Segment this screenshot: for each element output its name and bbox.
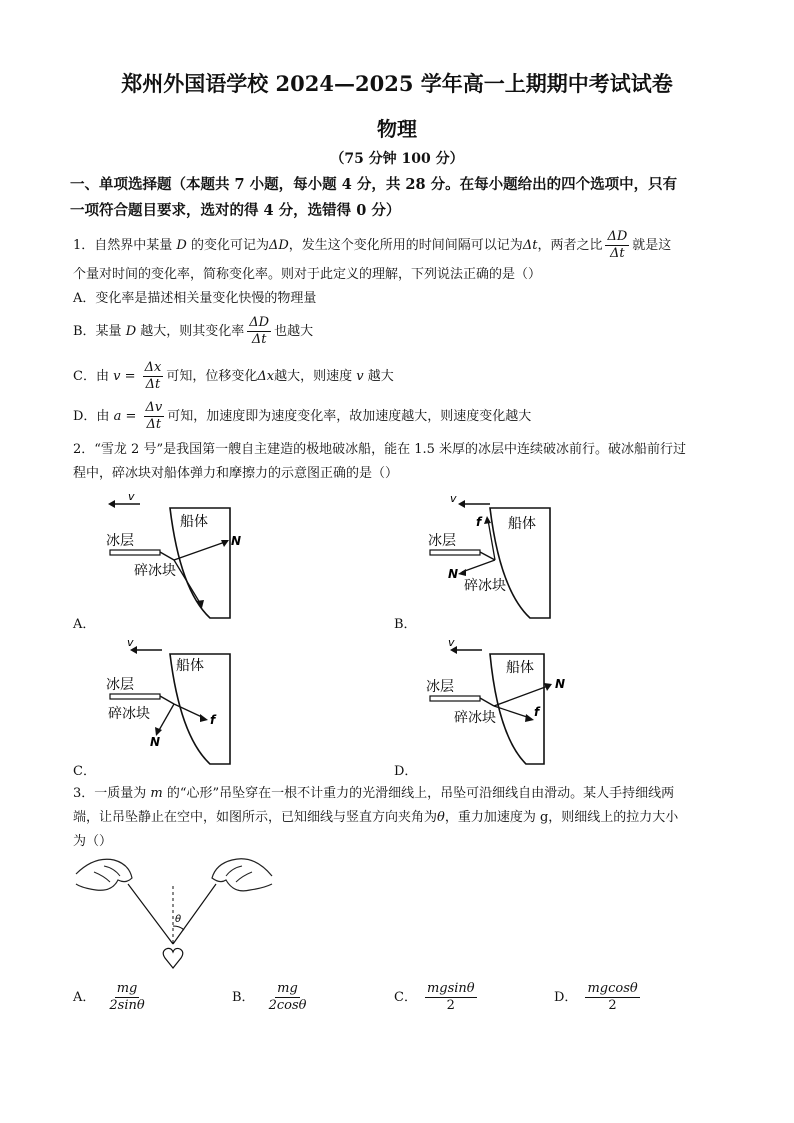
svg-text:N: N bbox=[555, 677, 566, 691]
q2-stem-line2: 程中，碎冰块对船体弹力和摩擦力的示意图正确的是（） bbox=[73, 466, 399, 481]
q3-option-c: C． $\frac{mgsin\theta}{2}$ bbox=[394, 981, 475, 1013]
q2-option-a: A． bbox=[73, 617, 96, 632]
q3-stem-line1: 3．一质量为 m 的“心形”吊坠穿在一根不计重力的光滑细线上，吊坠可沿细线自由滑动。某人手持细线两 bbox=[73, 786, 675, 801]
q2-option-c: C． bbox=[73, 764, 96, 779]
svg-text:冰层: 冰层 bbox=[106, 677, 134, 693]
svg-text:N: N bbox=[150, 735, 161, 749]
q3-stem-line2: 端，让吊坠静止在空中，如图所示，已知细线与竖直方向夹角为θ，重力加速度为 g，则细线上的拉力大小 bbox=[73, 810, 679, 825]
svg-text:f: f bbox=[210, 713, 216, 727]
q2-figure-b bbox=[420, 490, 550, 618]
q1-stem-line1: 1．自然界中某量 D 的变化可记为ΔD，发生这个变化所用的时间间隔可以记为Δt，两者之比 $\frac{\Delta D}{\Delta t}$ 就是这 bbox=[73, 229, 672, 261]
section-heading-line2: 一项符合题目要求，选对的得 4 分，选错得 0 分） bbox=[70, 202, 401, 219]
svg-text:f: f bbox=[534, 705, 540, 719]
q3-figure-pendant bbox=[74, 850, 274, 974]
q3-option-b: B． $\frac{mg}{2\cos\theta}$ bbox=[232, 981, 307, 1013]
q1-ratio-fraction: $\frac{\Delta D}{\Delta t}$ bbox=[607, 229, 628, 261]
svg-text:v: v bbox=[128, 490, 135, 503]
svg-text:碎冰块: 碎冰块 bbox=[464, 578, 506, 594]
svg-text:冰层: 冰层 bbox=[106, 533, 134, 549]
q1-option-d: D．由 a = $\frac{\Delta v}{\Delta t}$ 可知，加速度即为速度变化率，故加速度越大，则速度变化越大 bbox=[73, 400, 532, 432]
svg-text:碎冰块: 碎冰块 bbox=[134, 563, 176, 579]
svg-text:船体: 船体 bbox=[176, 658, 204, 674]
svg-text:碎冰块: 碎冰块 bbox=[108, 706, 150, 722]
q2-option-d: D． bbox=[394, 764, 418, 779]
exam-duration: （75 分钟 100 分） bbox=[330, 151, 464, 167]
svg-text:船体: 船体 bbox=[508, 516, 536, 532]
svg-text:θ: θ bbox=[175, 914, 182, 925]
q3-stem-line3: 为（） bbox=[73, 834, 113, 849]
svg-text:船体: 船体 bbox=[506, 660, 534, 676]
svg-text:冰层: 冰层 bbox=[426, 679, 454, 695]
q1-stem-line2: 个量对时间的变化率，简称变化率。则对于此定义的理解，下列说法正确的是（） bbox=[73, 267, 542, 282]
q2-figure-a bbox=[100, 490, 242, 618]
q1-option-b: B．某量 D 越大，则其变化率 $\frac{\Delta D}{\Delta t}$ 也越大 bbox=[73, 315, 314, 347]
svg-text:N: N bbox=[448, 567, 459, 581]
q3-option-a: A． $\frac{mg}{2\sin\theta}$ bbox=[73, 981, 145, 1013]
q2-figure-c bbox=[100, 636, 240, 764]
q1-option-a: A．变化率是描述相关量变化快慢的物理量 bbox=[73, 291, 317, 306]
svg-text:f: f bbox=[476, 515, 482, 529]
svg-text:船体: 船体 bbox=[180, 514, 208, 530]
svg-text:碎冰块: 碎冰块 bbox=[454, 710, 496, 726]
q2-figure-d bbox=[420, 636, 580, 764]
q2-stem-line1: 2．“雪龙 2 号”是我国第一艘自主建造的极地破冰船，能在 1.5 米厚的冰层中连续破冰前行。破冰船前行过 bbox=[73, 442, 687, 457]
svg-text:N: N bbox=[231, 534, 242, 548]
section-heading bbox=[70, 172, 730, 224]
subject-title: 物理 bbox=[377, 117, 417, 141]
svg-text:冰层: 冰层 bbox=[428, 533, 456, 549]
section-heading-line1: 一、单项选择题（本题共 7 小题，每小题 4 分，共 28 分。在每小题给出的四个选项中，只有 bbox=[70, 176, 678, 193]
q3-option-d: D． $\frac{mgcos\theta}{2}$ bbox=[554, 981, 638, 1013]
q1-option-c: C．由 v = $\frac{\Delta x}{\Delta t}$ 可知，位移变化Δx越大，则速度 v 越大 bbox=[73, 360, 394, 392]
svg-text:v: v bbox=[448, 636, 455, 649]
svg-text:v: v bbox=[450, 492, 457, 505]
svg-text:v: v bbox=[127, 636, 134, 649]
q2-option-b: B． bbox=[394, 617, 417, 632]
exam-title: 郑州外国语学校 2024—2025 学年高一上期期中考试试卷 bbox=[121, 71, 673, 96]
